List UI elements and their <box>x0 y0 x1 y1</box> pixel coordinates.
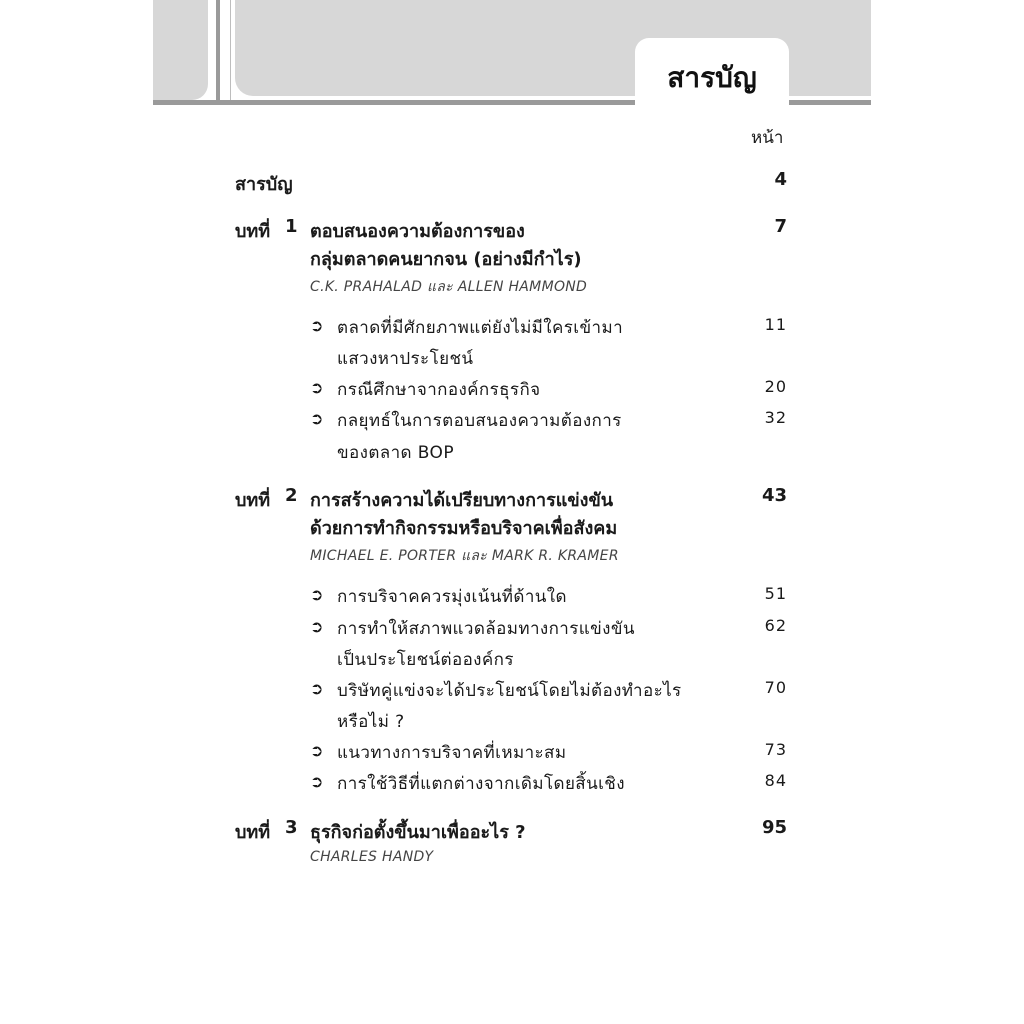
section-1-2-line-1: กรณีศึกษาจากองค์กรธุรกิจ <box>337 380 541 400</box>
chapter-1-title-line-2: กลุ่มตลาดคนยากจน (อย่างมีกำไร) <box>310 249 582 270</box>
chapter-3-title-line-1: ธุรกิจก่อตั้งขึ้นมาเพื่ออะไร ? <box>310 822 526 843</box>
section-1-1-page: 11 <box>764 315 787 334</box>
hook-arrow-icon: ➲ <box>310 617 324 636</box>
hook-arrow-icon: ➲ <box>310 409 324 428</box>
chapter-2-number: 2 <box>285 485 298 506</box>
chapter-3-author: CHARLES HANDY <box>310 849 434 865</box>
hook-arrow-icon: ➲ <box>310 679 324 698</box>
section-2-4-line-1: แนวทางการบริจาคที่เหมาะสม <box>337 743 567 763</box>
chapter-3-number: 3 <box>285 817 298 838</box>
toc-entry-page: 4 <box>774 169 787 190</box>
header-left-strip <box>153 0 208 100</box>
chapter-1-prefix: บทที่ <box>235 221 271 242</box>
header-divider-thin <box>230 0 231 100</box>
chapter-2-title-line-2: ด้วยการทำกิจกรรมหรือบริจาคเพื่อสังคม <box>310 518 618 539</box>
section-2-3-line-2: หรือไม่ ? <box>337 712 405 732</box>
section-1-3-page: 32 <box>764 408 787 427</box>
chapter-1-number: 1 <box>285 216 298 237</box>
hook-arrow-icon: ➲ <box>310 378 324 397</box>
page-column-label: หน้า <box>751 128 784 148</box>
title-tab <box>635 38 789 106</box>
section-2-4-page: 73 <box>764 740 787 759</box>
section-2-3-page: 70 <box>764 678 787 697</box>
chapter-3-page: 95 <box>761 817 787 838</box>
section-1-3-line-2: ของตลาด BOP <box>337 443 454 463</box>
section-2-2-page: 62 <box>764 616 787 635</box>
hook-arrow-icon: ➲ <box>310 772 324 791</box>
section-2-2-line-1: การทำให้สภาพแวดล้อมทางการแข่งขัน <box>337 619 635 639</box>
page-title: สารบัญ <box>667 61 757 94</box>
chapter-3-prefix: บทที่ <box>235 822 271 843</box>
section-2-2-line-2: เป็นประโยชน์ต่อองค์กร <box>337 650 514 670</box>
chapter-2-page: 43 <box>761 485 787 506</box>
chapter-1-page: 7 <box>774 216 787 237</box>
book-page <box>153 0 871 1024</box>
section-2-1-page: 51 <box>764 584 787 603</box>
section-1-1-line-1: ตลาดที่มีศักยภาพแต่ยังไม่มีใครเข้ามา <box>337 318 624 338</box>
hook-arrow-icon: ➲ <box>310 741 324 760</box>
section-2-5-line-1: การใช้วิธีที่แตกต่างจากเดิมโดยสิ้นเชิง <box>337 774 625 794</box>
section-2-1-line-1: การบริจาคควรมุ่งเน้นที่ด้านใด <box>337 587 567 607</box>
chapter-2-prefix: บทที่ <box>235 490 271 511</box>
chapter-2-author: MICHAEL E. PORTER และ MARK R. KRAMER <box>310 548 619 564</box>
section-2-5-page: 84 <box>764 771 787 790</box>
chapter-1-author: C.K. PRAHALAD และ ALLEN HAMMOND <box>310 279 588 295</box>
chapter-1-title-line-1: ตอบสนองความต้องการของ <box>310 221 525 242</box>
section-2-3-line-1: บริษัทคู่แข่งจะได้ประโยชน์โดยไม่ต้องทำอะไร <box>337 681 682 701</box>
section-1-1-line-2: แสวงหาประโยชน์ <box>337 349 474 369</box>
section-1-2-page: 20 <box>764 377 787 396</box>
hook-arrow-icon: ➲ <box>310 585 324 604</box>
header-divider <box>216 0 220 100</box>
section-1-3-line-1: กลยุทธ์ในการตอบสนองความต้องการ <box>337 411 622 431</box>
toc-entry-label: สารบัญ <box>235 174 293 195</box>
hook-arrow-icon: ➲ <box>310 316 324 335</box>
chapter-2-title-line-1: การสร้างความได้เปรียบทางการแข่งขัน <box>310 490 614 511</box>
